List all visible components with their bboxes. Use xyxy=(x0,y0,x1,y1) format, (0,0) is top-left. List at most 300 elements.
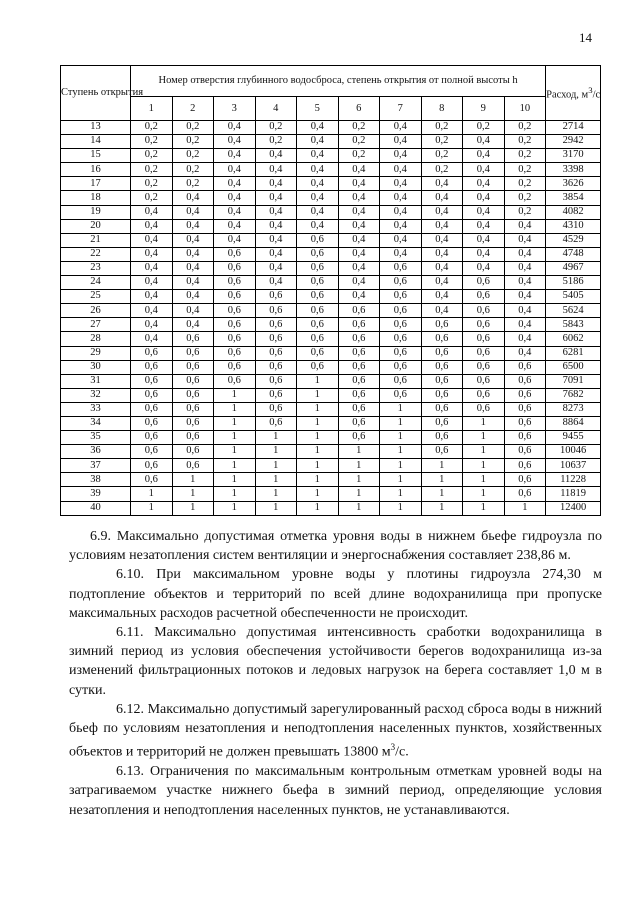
opening-cell: 0,4 xyxy=(131,219,173,233)
flow-cell: 10046 xyxy=(546,445,601,459)
stage-cell: 40 xyxy=(61,501,131,515)
opening-cell: 0,4 xyxy=(463,219,505,233)
opening-cell: 1 xyxy=(172,501,214,515)
opening-cell: 1 xyxy=(338,445,380,459)
flow-cell: 3398 xyxy=(546,163,601,177)
table-row xyxy=(61,163,601,177)
table-row xyxy=(61,360,601,374)
opening-cell: 0,6 xyxy=(504,388,546,402)
opening-cell: 0,4 xyxy=(131,261,173,275)
flow-cell: 8864 xyxy=(546,416,601,430)
opening-cell: 1 xyxy=(214,487,256,501)
opening-number-header: 8 xyxy=(421,97,463,121)
opening-cell: 0,6 xyxy=(504,360,546,374)
flow-cell: 12400 xyxy=(546,501,601,515)
table-row xyxy=(61,374,601,388)
header-flow-tail: /с xyxy=(592,89,601,101)
opening-number-header: 4 xyxy=(255,97,297,121)
opening-cell: 0,4 xyxy=(172,191,214,205)
opening-cell: 0,6 xyxy=(421,416,463,430)
opening-cell: 0,6 xyxy=(214,318,256,332)
flow-cell: 6281 xyxy=(546,346,601,360)
opening-cell: 0,4 xyxy=(338,276,380,290)
paragraph xyxy=(69,623,602,700)
opening-cell: 0,4 xyxy=(504,219,546,233)
opening-cell: 0,4 xyxy=(172,290,214,304)
opening-cell: 0,4 xyxy=(504,276,546,290)
opening-cell: 0,4 xyxy=(338,163,380,177)
opening-cell: 0,4 xyxy=(255,177,297,191)
opening-cell: 0,4 xyxy=(380,219,422,233)
opening-cell: 0,6 xyxy=(172,360,214,374)
opening-cell: 0,2 xyxy=(338,135,380,149)
opening-cell: 0,6 xyxy=(214,247,256,261)
opening-cell: 0,2 xyxy=(131,163,173,177)
stage-cell: 18 xyxy=(61,191,131,205)
opening-cell: 0,6 xyxy=(380,346,422,360)
opening-cell: 1 xyxy=(214,388,256,402)
header-opening-group: Номер отверстия глубинного водосброса, степень открытия от полной высоты h xyxy=(131,66,546,97)
opening-cell: 0,6 xyxy=(297,276,339,290)
opening-cell: 0,4 xyxy=(297,219,339,233)
flow-cell: 4529 xyxy=(546,233,601,247)
opening-cell: 0,6 xyxy=(504,374,546,388)
opening-cell: 0,4 xyxy=(380,233,422,247)
opening-number-row xyxy=(61,97,601,121)
opening-number-header: 5 xyxy=(297,97,339,121)
stage-cell: 24 xyxy=(61,276,131,290)
opening-cell: 1 xyxy=(255,487,297,501)
opening-cell: 0,6 xyxy=(172,431,214,445)
opening-cell: 0,2 xyxy=(172,149,214,163)
opening-cell: 0,6 xyxy=(338,388,380,402)
opening-number-header: 9 xyxy=(463,97,505,121)
opening-cell: 0,6 xyxy=(504,416,546,430)
opening-cell: 0,6 xyxy=(463,402,505,416)
opening-cell: 0,2 xyxy=(131,149,173,163)
stage-cell: 19 xyxy=(61,205,131,219)
header-flow-sup: 3 xyxy=(588,84,593,95)
opening-cell: 0,2 xyxy=(338,149,380,163)
opening-cell: 0,6 xyxy=(172,445,214,459)
opening-cell: 0,6 xyxy=(297,318,339,332)
opening-cell: 0,4 xyxy=(214,135,256,149)
opening-cell: 0,4 xyxy=(214,163,256,177)
opening-cell: 0,4 xyxy=(172,304,214,318)
flow-table xyxy=(60,65,601,516)
opening-cell: 0,6 xyxy=(255,318,297,332)
opening-number-header: 7 xyxy=(380,97,422,121)
table-row xyxy=(61,445,601,459)
flow-cell: 9455 xyxy=(546,431,601,445)
table-row xyxy=(61,402,601,416)
opening-cell: 1 xyxy=(255,445,297,459)
opening-cell: 0,4 xyxy=(255,233,297,247)
opening-cell: 0,4 xyxy=(338,205,380,219)
opening-cell: 1 xyxy=(214,473,256,487)
opening-cell: 1 xyxy=(255,501,297,515)
opening-cell: 0,4 xyxy=(421,304,463,318)
opening-cell: 0,2 xyxy=(172,121,214,135)
opening-cell: 0,4 xyxy=(131,332,173,346)
opening-cell: 0,6 xyxy=(214,304,256,318)
opening-cell: 0,2 xyxy=(131,191,173,205)
opening-cell: 0,2 xyxy=(421,121,463,135)
opening-cell: 0,4 xyxy=(463,261,505,275)
stage-cell: 16 xyxy=(61,163,131,177)
opening-cell: 0,6 xyxy=(255,346,297,360)
opening-cell: 0,2 xyxy=(338,121,380,135)
opening-cell: 0,4 xyxy=(297,177,339,191)
table-row xyxy=(61,247,601,261)
opening-cell: 0,2 xyxy=(421,149,463,163)
opening-cell: 0,4 xyxy=(255,205,297,219)
opening-cell: 0,4 xyxy=(421,191,463,205)
paragraph-text: 6.11. Максимально допустимая интенсивность сработки водохранилища в зимний период из условия обеспечения устойчивости берегов водохранилища из-за изменений фильтрационных потоков и ледовых нагрузок на берега составляет 1,0 м в сутки. xyxy=(69,625,602,698)
opening-cell: 0,6 xyxy=(172,402,214,416)
opening-cell: 0,6 xyxy=(297,233,339,247)
opening-cell: 0,2 xyxy=(421,135,463,149)
flow-cell: 2942 xyxy=(546,135,601,149)
table-row xyxy=(61,290,601,304)
opening-cell: 0,4 xyxy=(172,261,214,275)
opening-cell: 0,6 xyxy=(338,360,380,374)
opening-cell: 0,2 xyxy=(504,149,546,163)
opening-cell: 0,4 xyxy=(380,135,422,149)
opening-cell: 0,4 xyxy=(172,318,214,332)
opening-cell: 1 xyxy=(172,487,214,501)
stage-cell: 28 xyxy=(61,332,131,346)
opening-cell: 0,2 xyxy=(172,163,214,177)
opening-cell: 0,6 xyxy=(380,261,422,275)
opening-cell: 0,6 xyxy=(338,374,380,388)
opening-cell: 1 xyxy=(421,501,463,515)
opening-cell: 0,2 xyxy=(504,163,546,177)
opening-cell: 1 xyxy=(421,487,463,501)
opening-cell: 0,4 xyxy=(172,233,214,247)
paragraph xyxy=(69,565,602,623)
opening-cell: 0,6 xyxy=(504,473,546,487)
opening-cell: 0,6 xyxy=(172,332,214,346)
opening-cell: 1 xyxy=(421,473,463,487)
opening-cell: 1 xyxy=(380,431,422,445)
opening-number-header: 6 xyxy=(338,97,380,121)
opening-cell: 1 xyxy=(380,487,422,501)
stage-cell: 20 xyxy=(61,219,131,233)
stage-cell: 39 xyxy=(61,487,131,501)
opening-cell: 0,4 xyxy=(421,219,463,233)
paragraph-text: 6.13. Ограничения по максимальным контрольным отметкам уровней воды на затрагиваемом участке нижнего бьефа в зимний период, определяющие условия незатопления и неподтопления населенных пунктов, не устанавливаются. xyxy=(69,764,602,818)
flow-cell: 4967 xyxy=(546,261,601,275)
opening-cell: 1 xyxy=(214,402,256,416)
stage-cell: 26 xyxy=(61,304,131,318)
stage-cell: 31 xyxy=(61,374,131,388)
flow-cell: 4082 xyxy=(546,205,601,219)
table-row xyxy=(61,219,601,233)
opening-cell: 0,6 xyxy=(421,388,463,402)
opening-cell: 0,4 xyxy=(504,290,546,304)
opening-cell: 0,4 xyxy=(504,318,546,332)
opening-cell: 0,6 xyxy=(131,360,173,374)
flow-cell: 4310 xyxy=(546,219,601,233)
flow-cell: 3170 xyxy=(546,149,601,163)
opening-cell: 1 xyxy=(463,445,505,459)
opening-cell: 0,6 xyxy=(214,360,256,374)
opening-cell: 0,6 xyxy=(172,459,214,473)
table-row xyxy=(61,501,601,515)
stage-cell: 29 xyxy=(61,346,131,360)
paragraph xyxy=(69,762,602,820)
opening-cell: 0,6 xyxy=(338,332,380,346)
opening-cell: 1 xyxy=(297,487,339,501)
opening-cell: 0,4 xyxy=(338,219,380,233)
opening-cell: 0,4 xyxy=(380,149,422,163)
opening-cell: 0,2 xyxy=(504,191,546,205)
opening-cell: 0,4 xyxy=(214,121,256,135)
opening-cell: 0,4 xyxy=(131,276,173,290)
table-row xyxy=(61,346,601,360)
table-row xyxy=(61,388,601,402)
opening-cell: 0,4 xyxy=(421,233,463,247)
opening-cell: 1 xyxy=(172,473,214,487)
opening-cell: 0,2 xyxy=(172,135,214,149)
flow-cell: 5186 xyxy=(546,276,601,290)
opening-cell: 0,4 xyxy=(338,233,380,247)
flow-cell: 5405 xyxy=(546,290,601,304)
opening-cell: 0,4 xyxy=(214,191,256,205)
stage-cell: 27 xyxy=(61,318,131,332)
opening-cell: 0,6 xyxy=(380,276,422,290)
opening-cell: 0,2 xyxy=(255,121,297,135)
paragraph xyxy=(69,700,602,762)
opening-cell: 0,4 xyxy=(380,205,422,219)
opening-cell: 1 xyxy=(463,473,505,487)
flow-cell: 6500 xyxy=(546,360,601,374)
opening-cell: 0,4 xyxy=(463,191,505,205)
opening-cell: 0,6 xyxy=(172,416,214,430)
table-row xyxy=(61,487,601,501)
opening-cell: 0,4 xyxy=(504,332,546,346)
opening-cell: 0,6 xyxy=(380,332,422,346)
stage-cell: 13 xyxy=(61,121,131,135)
opening-cell: 0,2 xyxy=(504,135,546,149)
opening-cell: 1 xyxy=(380,416,422,430)
stage-cell: 17 xyxy=(61,177,131,191)
table-row xyxy=(61,177,601,191)
table-row xyxy=(61,473,601,487)
stage-cell: 37 xyxy=(61,459,131,473)
opening-cell: 0,4 xyxy=(421,247,463,261)
page-number: 14 xyxy=(579,30,592,45)
stage-cell: 38 xyxy=(61,473,131,487)
opening-cell: 0,6 xyxy=(338,346,380,360)
stage-cell: 25 xyxy=(61,290,131,304)
opening-cell: 0,6 xyxy=(463,360,505,374)
flow-cell: 10637 xyxy=(546,459,601,473)
opening-cell: 0,4 xyxy=(131,205,173,219)
text-block xyxy=(69,527,602,820)
opening-cell: 0,4 xyxy=(380,177,422,191)
opening-cell: 1 xyxy=(297,431,339,445)
opening-cell: 0,4 xyxy=(463,135,505,149)
opening-cell: 0,4 xyxy=(172,205,214,219)
opening-cell: 0,2 xyxy=(131,135,173,149)
opening-cell: 1 xyxy=(214,416,256,430)
header-stage: Ступень открытия xyxy=(61,66,131,121)
opening-cell: 0,2 xyxy=(131,177,173,191)
opening-cell: 0,6 xyxy=(463,276,505,290)
opening-cell: 0,4 xyxy=(131,290,173,304)
opening-cell: 0,6 xyxy=(421,360,463,374)
opening-cell: 0,4 xyxy=(214,149,256,163)
opening-cell: 0,6 xyxy=(131,374,173,388)
opening-cell: 0,6 xyxy=(338,304,380,318)
opening-cell: 0,6 xyxy=(214,261,256,275)
opening-cell: 0,6 xyxy=(131,445,173,459)
opening-cell: 1 xyxy=(297,402,339,416)
opening-cell: 0,2 xyxy=(255,135,297,149)
opening-cell: 0,4 xyxy=(297,191,339,205)
opening-cell: 0,6 xyxy=(131,473,173,487)
opening-cell: 0,4 xyxy=(421,177,463,191)
stage-cell: 33 xyxy=(61,402,131,416)
opening-cell: 0,4 xyxy=(131,318,173,332)
opening-cell: 0,6 xyxy=(504,459,546,473)
opening-cell: 0,6 xyxy=(504,445,546,459)
opening-cell: 0,6 xyxy=(380,304,422,318)
opening-cell: 1 xyxy=(297,501,339,515)
opening-cell: 0,6 xyxy=(421,374,463,388)
opening-cell: 0,4 xyxy=(172,219,214,233)
opening-cell: 0,6 xyxy=(421,431,463,445)
opening-cell: 0,2 xyxy=(131,121,173,135)
opening-cell: 1 xyxy=(338,473,380,487)
opening-cell: 0,4 xyxy=(463,163,505,177)
opening-cell: 0,6 xyxy=(380,290,422,304)
header-flow xyxy=(546,66,601,121)
opening-cell: 0,2 xyxy=(421,163,463,177)
table-row xyxy=(61,121,601,135)
opening-cell: 0,6 xyxy=(380,388,422,402)
opening-number-header: 3 xyxy=(214,97,256,121)
opening-cell: 0,4 xyxy=(255,247,297,261)
table-row xyxy=(61,135,601,149)
stage-cell: 30 xyxy=(61,360,131,374)
opening-cell: 0,6 xyxy=(255,388,297,402)
opening-cell: 1 xyxy=(380,473,422,487)
opening-cell: 0,6 xyxy=(131,431,173,445)
opening-cell: 0,4 xyxy=(214,219,256,233)
stage-cell: 36 xyxy=(61,445,131,459)
opening-number-header: 1 xyxy=(131,97,173,121)
opening-cell: 0,4 xyxy=(255,261,297,275)
opening-cell: 1 xyxy=(463,501,505,515)
opening-cell: 0,6 xyxy=(172,346,214,360)
paragraph-sup: 3 xyxy=(390,742,396,753)
opening-cell: 0,6 xyxy=(214,374,256,388)
opening-cell: 1 xyxy=(297,473,339,487)
flow-cell: 11228 xyxy=(546,473,601,487)
opening-cell: 0,6 xyxy=(504,487,546,501)
opening-cell: 1 xyxy=(380,445,422,459)
opening-cell: 0,6 xyxy=(380,360,422,374)
opening-cell: 0,6 xyxy=(255,374,297,388)
flow-cell: 5843 xyxy=(546,318,601,332)
table-row xyxy=(61,431,601,445)
paragraph-text: 6.9. Максимально допустимая отметка уровня воды в нижнем бьефе гидроузла по условиям незатопления систем вентиляции и энергоснабжения составляет 238,86 м. xyxy=(69,529,602,564)
opening-cell: 1 xyxy=(214,459,256,473)
opening-cell: 0,2 xyxy=(504,205,546,219)
opening-cell: 0,6 xyxy=(463,304,505,318)
opening-cell: 0,6 xyxy=(297,290,339,304)
flow-cell: 3854 xyxy=(546,191,601,205)
opening-cell: 0,6 xyxy=(380,374,422,388)
opening-cell: 0,4 xyxy=(172,247,214,261)
opening-cell: 0,4 xyxy=(255,191,297,205)
stage-cell: 35 xyxy=(61,431,131,445)
stage-cell: 21 xyxy=(61,233,131,247)
opening-cell: 0,6 xyxy=(463,388,505,402)
flow-cell: 4748 xyxy=(546,247,601,261)
opening-cell: 0,6 xyxy=(421,318,463,332)
flow-cell: 3626 xyxy=(546,177,601,191)
opening-cell: 1 xyxy=(214,501,256,515)
opening-cell: 0,2 xyxy=(463,121,505,135)
opening-cell: 0,6 xyxy=(338,416,380,430)
opening-cell: 0,6 xyxy=(297,332,339,346)
opening-cell: 0,4 xyxy=(463,247,505,261)
opening-cell: 1 xyxy=(421,459,463,473)
flow-cell: 7682 xyxy=(546,388,601,402)
opening-cell: 0,6 xyxy=(297,304,339,318)
opening-cell: 1 xyxy=(131,487,173,501)
opening-cell: 0,4 xyxy=(463,149,505,163)
table-row xyxy=(61,261,601,275)
opening-cell: 0,6 xyxy=(463,318,505,332)
opening-cell: 1 xyxy=(463,431,505,445)
opening-cell: 0,4 xyxy=(297,135,339,149)
opening-cell: 0,6 xyxy=(297,247,339,261)
stage-cell: 22 xyxy=(61,247,131,261)
opening-cell: 1 xyxy=(214,445,256,459)
opening-cell: 0,4 xyxy=(255,219,297,233)
opening-cell: 0,4 xyxy=(504,261,546,275)
opening-cell: 0,4 xyxy=(214,177,256,191)
stage-cell: 32 xyxy=(61,388,131,402)
opening-cell: 0,6 xyxy=(463,374,505,388)
opening-cell: 0,6 xyxy=(338,431,380,445)
opening-cell: 0,6 xyxy=(380,318,422,332)
opening-cell: 0,4 xyxy=(421,205,463,219)
opening-cell: 0,6 xyxy=(463,332,505,346)
opening-cell: 0,4 xyxy=(172,276,214,290)
opening-cell: 0,6 xyxy=(214,332,256,346)
flow-cell: 2714 xyxy=(546,121,601,135)
opening-cell: 0,6 xyxy=(255,290,297,304)
opening-cell: 0,6 xyxy=(338,318,380,332)
opening-cell: 0,4 xyxy=(421,261,463,275)
opening-number-header: 2 xyxy=(172,97,214,121)
opening-cell: 0,4 xyxy=(255,163,297,177)
flow-cell: 11819 xyxy=(546,487,601,501)
opening-cell: 0,6 xyxy=(255,402,297,416)
opening-cell: 0,6 xyxy=(255,304,297,318)
opening-cell: 0,6 xyxy=(463,290,505,304)
opening-cell: 1 xyxy=(380,459,422,473)
opening-cell: 0,6 xyxy=(172,374,214,388)
table-row xyxy=(61,459,601,473)
opening-cell: 1 xyxy=(338,501,380,515)
